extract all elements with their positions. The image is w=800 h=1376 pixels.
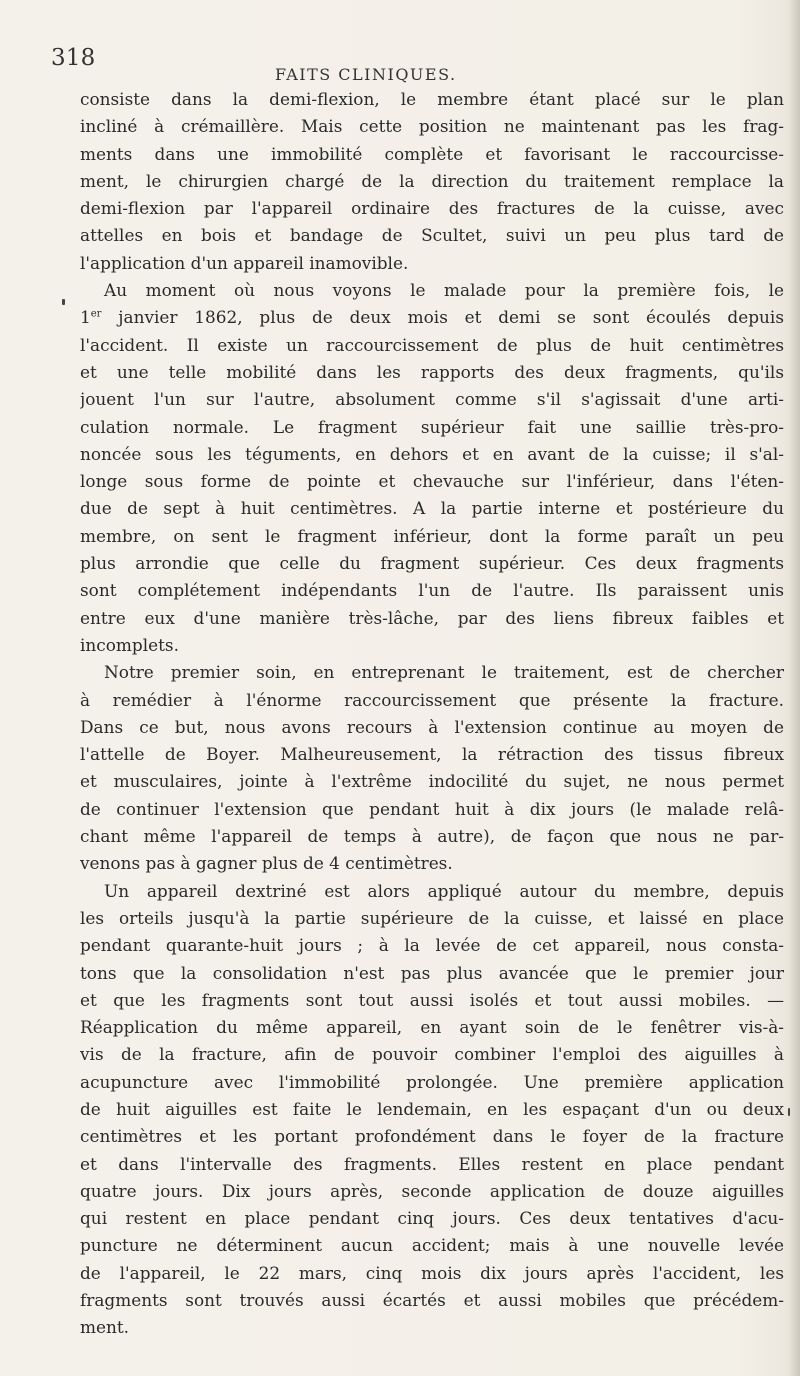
text-line: entre eux d'une manière très-lâche, par des liens fibreux faibles et — [80, 607, 784, 628]
text-line: incomplets. — [80, 634, 179, 655]
text-line: demi-flexion par l'appareil ordinaire des fractures de la cuisse, avec — [80, 198, 784, 219]
page-edge-shadow — [788, 0, 800, 1376]
text-line: Un appareil dextriné est alors appliqué autour du membre, depuis — [104, 880, 784, 901]
paragraph — [80, 659, 784, 877]
text-line: et musculaires, jointe à l'extrême indocilité du sujet, ne nous permet — [80, 771, 784, 792]
text-line: qui restent en place pendant cinq jours. Ces deux tentatives d'acu- — [80, 1208, 784, 1229]
text-line: centimètres et les portant profondément dans le foyer de la fracture — [80, 1126, 784, 1147]
text-line: et dans l'intervalle des fragments. Elles restent en place pendant — [80, 1153, 784, 1174]
text-line: les orteils jusqu'à la partie supérieure de la cuisse, et laissé en place — [80, 907, 784, 928]
text-line: de huit aiguilles est faite le lendemain, en les espaçant d'un ou deux — [80, 1098, 784, 1119]
text-line: ments dans une immobilité complète et favorisant le raccourcisse- — [80, 143, 784, 164]
text-line: venons pas à gagner plus de 4 centimètres. — [80, 853, 453, 874]
text-line: acupuncture avec l'immobilité prolongée. Une première application — [80, 1071, 784, 1092]
text-line: ment, le chirurgien chargé de la direction du traitement remplace la — [80, 170, 784, 191]
text-line: jouent l'un sur l'autre, absolument comme s'il s'agissait d'une arti- — [80, 389, 784, 410]
text-line: plus arrondie que celle du fragment supérieur. Ces deux fragments — [80, 553, 784, 574]
paragraph — [80, 878, 784, 1342]
text-line: attelles en bois et bandage de Scultet, suivi un peu plus tard de — [80, 225, 784, 246]
text-line: due de sept à huit centimètres. A la partie interne et postérieure du — [80, 498, 784, 519]
text-line: 1er janvier 1862, plus de deux mois et demi se sont écoulés depuis — [80, 307, 784, 328]
text-line: l'attelle de Boyer. Malheureusement, la rétraction des tissus fibreux — [80, 744, 784, 765]
text-line: Dans ce but, nous avons recours à l'extension continue au moyen de — [80, 716, 784, 737]
text-line: et une telle mobilité dans les rapports des deux fragments, qu'ils — [80, 361, 784, 382]
page-header — [0, 45, 800, 85]
page-number: 318 — [51, 45, 96, 71]
paragraph — [80, 277, 784, 659]
text-line: culation normale. Le fragment supérieur fait une saillie très-pro- — [80, 416, 784, 437]
text-line: de l'appareil, le 22 mars, cinq mois dix jours après l'accident, les — [80, 1262, 784, 1283]
margin-mark — [62, 299, 65, 305]
margin-mark — [788, 1108, 790, 1116]
text-line: à remédier à l'énorme raccourcissement que présente la fracture. — [80, 689, 784, 710]
text-line: vis de la fracture, afin de pouvoir combiner l'emploi des aiguilles à — [80, 1044, 784, 1065]
text-line: pendant quarante-huit jours ; à la levée de cet appareil, nous consta- — [80, 935, 784, 956]
text-line: l'application d'un appareil inamovible. — [80, 252, 409, 273]
text-line: noncée sous les téguments, en dehors et en avant de la cuisse; il s'al- — [80, 443, 784, 464]
text-line: quatre jours. Dix jours après, seconde application de douze aiguilles — [80, 1180, 784, 1201]
running-title: FAITS CLINIQUES. — [275, 65, 457, 84]
paragraph — [80, 86, 784, 277]
text-line: longe sous forme de pointe et chevauche sur l'inférieur, dans l'éten- — [80, 471, 784, 492]
text-line: l'accident. Il existe un raccourcissement de plus de huit centimètres — [80, 334, 784, 355]
text-line: sont complétement indépendants l'un de l'autre. Ils paraissent unis — [80, 580, 784, 601]
text-line: membre, on sent le fragment inférieur, dont la forme paraît un peu — [80, 525, 784, 546]
text-line: ment. — [80, 1317, 130, 1338]
text-line: Au moment où nous voyons le malade pour la première fois, le — [104, 280, 784, 301]
body-text — [80, 86, 784, 1342]
text-line: de continuer l'extension que pendant huit à dix jours (le malade relâ- — [80, 798, 784, 819]
text-line: fragments sont trouvés aussi écartés et aussi mobiles que précédem- — [80, 1290, 784, 1311]
text-line: chant même l'appareil de temps à autre), de façon que nous ne par- — [80, 826, 784, 847]
text-line: puncture ne déterminent aucun accident; mais à une nouvelle levée — [80, 1235, 784, 1256]
text-line: Notre premier soin, en entreprenant le traitement, est de chercher — [104, 662, 784, 683]
text-line: Réapplication du même appareil, en ayant soin de le fenêtrer vis-à- — [80, 1017, 784, 1038]
text-line: tons que la consolidation n'est pas plus avancée que le premier jour — [80, 962, 784, 983]
text-line: incliné à crémaillère. Mais cette position ne maintenant pas les frag- — [80, 116, 784, 137]
text-line: consiste dans la demi-flexion, le membre étant placé sur le plan — [80, 89, 784, 109]
text-line: et que les fragments sont tout aussi isolés et tout aussi mobiles. — — [80, 989, 784, 1010]
